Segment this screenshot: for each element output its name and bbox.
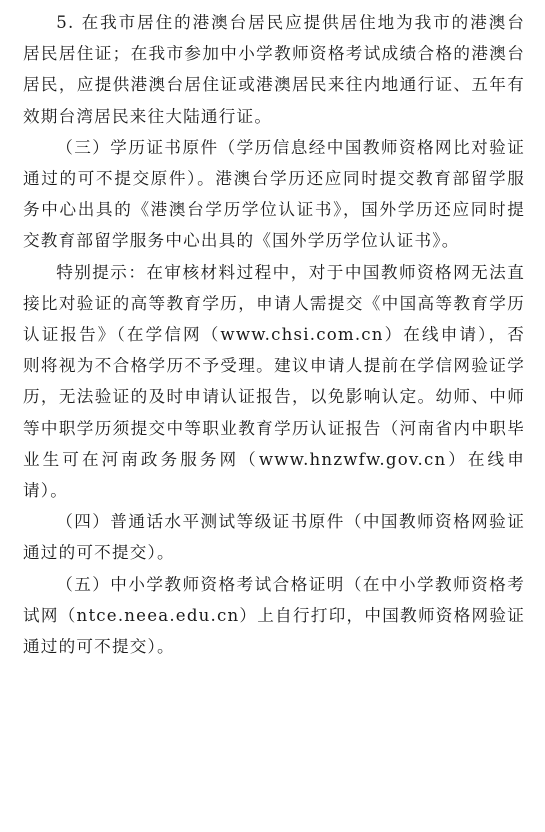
paragraph-special-notice: 特别提示：在审核材料过程中，对于中国教师资格网无法直接比对验证的高等教育学历，申请人需提交《中国高等教育学历认证报告》（在学信网（www.chsi.com.cn）在线申请），否则将视为不合格学历不予受理。建议申请人提前在学信网验证学历，无法验证的及时申请认证报告，以免影响认定。幼师、中师等中职学历须提交中等职业教育学历认证报告（河南省内中职毕业生可在河南政务服务网（www.hnzwfw.gov.cn）在线申请）。 <box>23 262 525 501</box>
paragraph-degree-certificate: （三）学历证书原件（学历信息经中国教师资格网比对验证通过的可不提交原件）。港澳台学历还应同时提交教育部留学服务中心出具的《港澳台学历学位认证书》，国外学历还应同时提交教育部留学服务中心出具的《国外学历学位认证书》。 <box>23 137 525 251</box>
paragraph-exam-certificate: （五）中小学教师资格考试合格证明（在中小学教师资格考试网（ntce.neea.edu.cn）上自行打印，中国教师资格网验证通过的可不提交）。 <box>23 574 525 657</box>
paragraph-residence-permit: 5. 在我市居住的港澳台居民应提供居住地为我市的港澳台居民居住证；在我市参加中小学教师资格考试成绩合格的港澳台居民，应提供港澳台居住证或港澳居民来往内地通行证、五年有效期台湾居民来往大陆通行证。 <box>23 13 525 126</box>
paragraph-mandarin-certificate: （四）普通话水平测试等级证书原件（中国教师资格网验证通过的可不提交）。 <box>23 512 525 563</box>
